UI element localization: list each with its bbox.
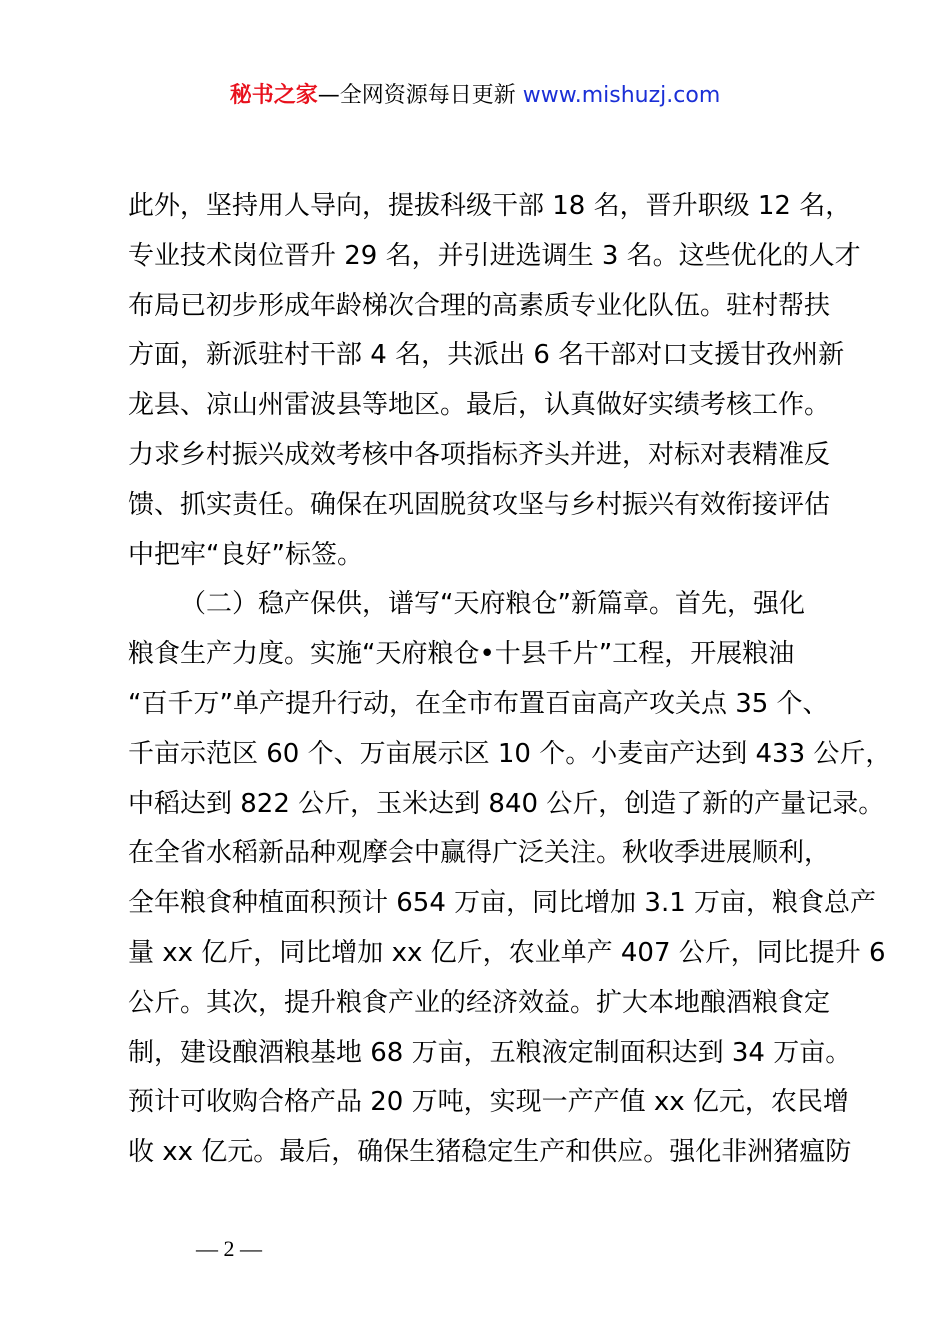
text-line: “百千万”单产提升行动，在全市布置百亩高产攻关点 35 个、: [128, 688, 829, 719]
text-line: 粮食生产力度。实施“天府粮仓•十县千片”工程，开展粮油: [128, 639, 795, 670]
text-line: 全年粮食种植面积预计 654 万亩，同比增加 3.1 万亩，粮食总产: [128, 888, 877, 919]
text-line: 中稻达到 822 公斤，玉米达到 840 公斤，创造了新的产量记录。: [128, 788, 885, 819]
text-line: 在全省水稻新品种观摩会中赢得广泛关注。秋收季进展顺利，: [128, 838, 831, 869]
text-line: 此外，坚持用人导向，提拔科级干部 18 名，晋升职级 12 名，: [128, 191, 852, 221]
text-line: 预计可收购合格产品 20 万吨，实现一产产值 xx 亿元，农民增: [128, 1087, 849, 1118]
site-url[interactable]: www.mishuzj.com: [522, 83, 721, 108]
text-line: 方面，新派驻村干部 4 名，共派出 6 名干部对口支援甘孜州新: [128, 340, 845, 371]
text-line: 龙县、凉山州雷波县等地区。最后，认真做好实绩考核工作。: [128, 390, 831, 421]
text-line: 馈、抓实责任。确保在巩固脱贫攻坚与乡村振兴有效衔接评估: [128, 489, 831, 520]
text-line-section-heading: （二）稳产保供，谱写“天府粮仓”新篇章。首先，强化: [180, 589, 805, 620]
document-body: [128, 182, 892, 1178]
text-line: 力求乡村振兴成效考核中各项指标齐头并进，对标对表精准反: [128, 439, 831, 470]
text-line: 千亩示范区 60 个、万亩展示区 10 个。小麦亩产达到 433 公斤，: [128, 738, 892, 769]
text-line: 量 xx 亿斤，同比增加 xx 亿斤，农业单产 407 公斤，同比提升 6: [128, 937, 886, 968]
text-line: 公斤。其次，提升粮食产业的经济效益。扩大本地酿酒粮食定: [128, 987, 831, 1018]
text-line: 制，建设酿酒粮基地 68 万亩，五粮液定制面积达到 34 万亩。: [128, 1037, 852, 1068]
brand-name: 秘书之家: [229, 83, 318, 108]
page-number: — 2 —: [196, 1236, 262, 1261]
text-line: 中把牢“良好”标签。: [128, 539, 363, 570]
text-line: 布局已初步形成年龄梯次合理的高素质专业化队伍。驻村帮扶: [128, 290, 831, 321]
text-line: 收 xx 亿元。最后，确保生猪稳定生产和供应。强化非洲猪瘟防: [128, 1137, 852, 1168]
header-tagline: —全网资源每日更新: [317, 83, 516, 108]
text-line: 专业技术岗位晋升 29 名，并引进选调生 3 名。这些优化的人才: [128, 240, 861, 271]
page-header: [0, 80, 950, 112]
